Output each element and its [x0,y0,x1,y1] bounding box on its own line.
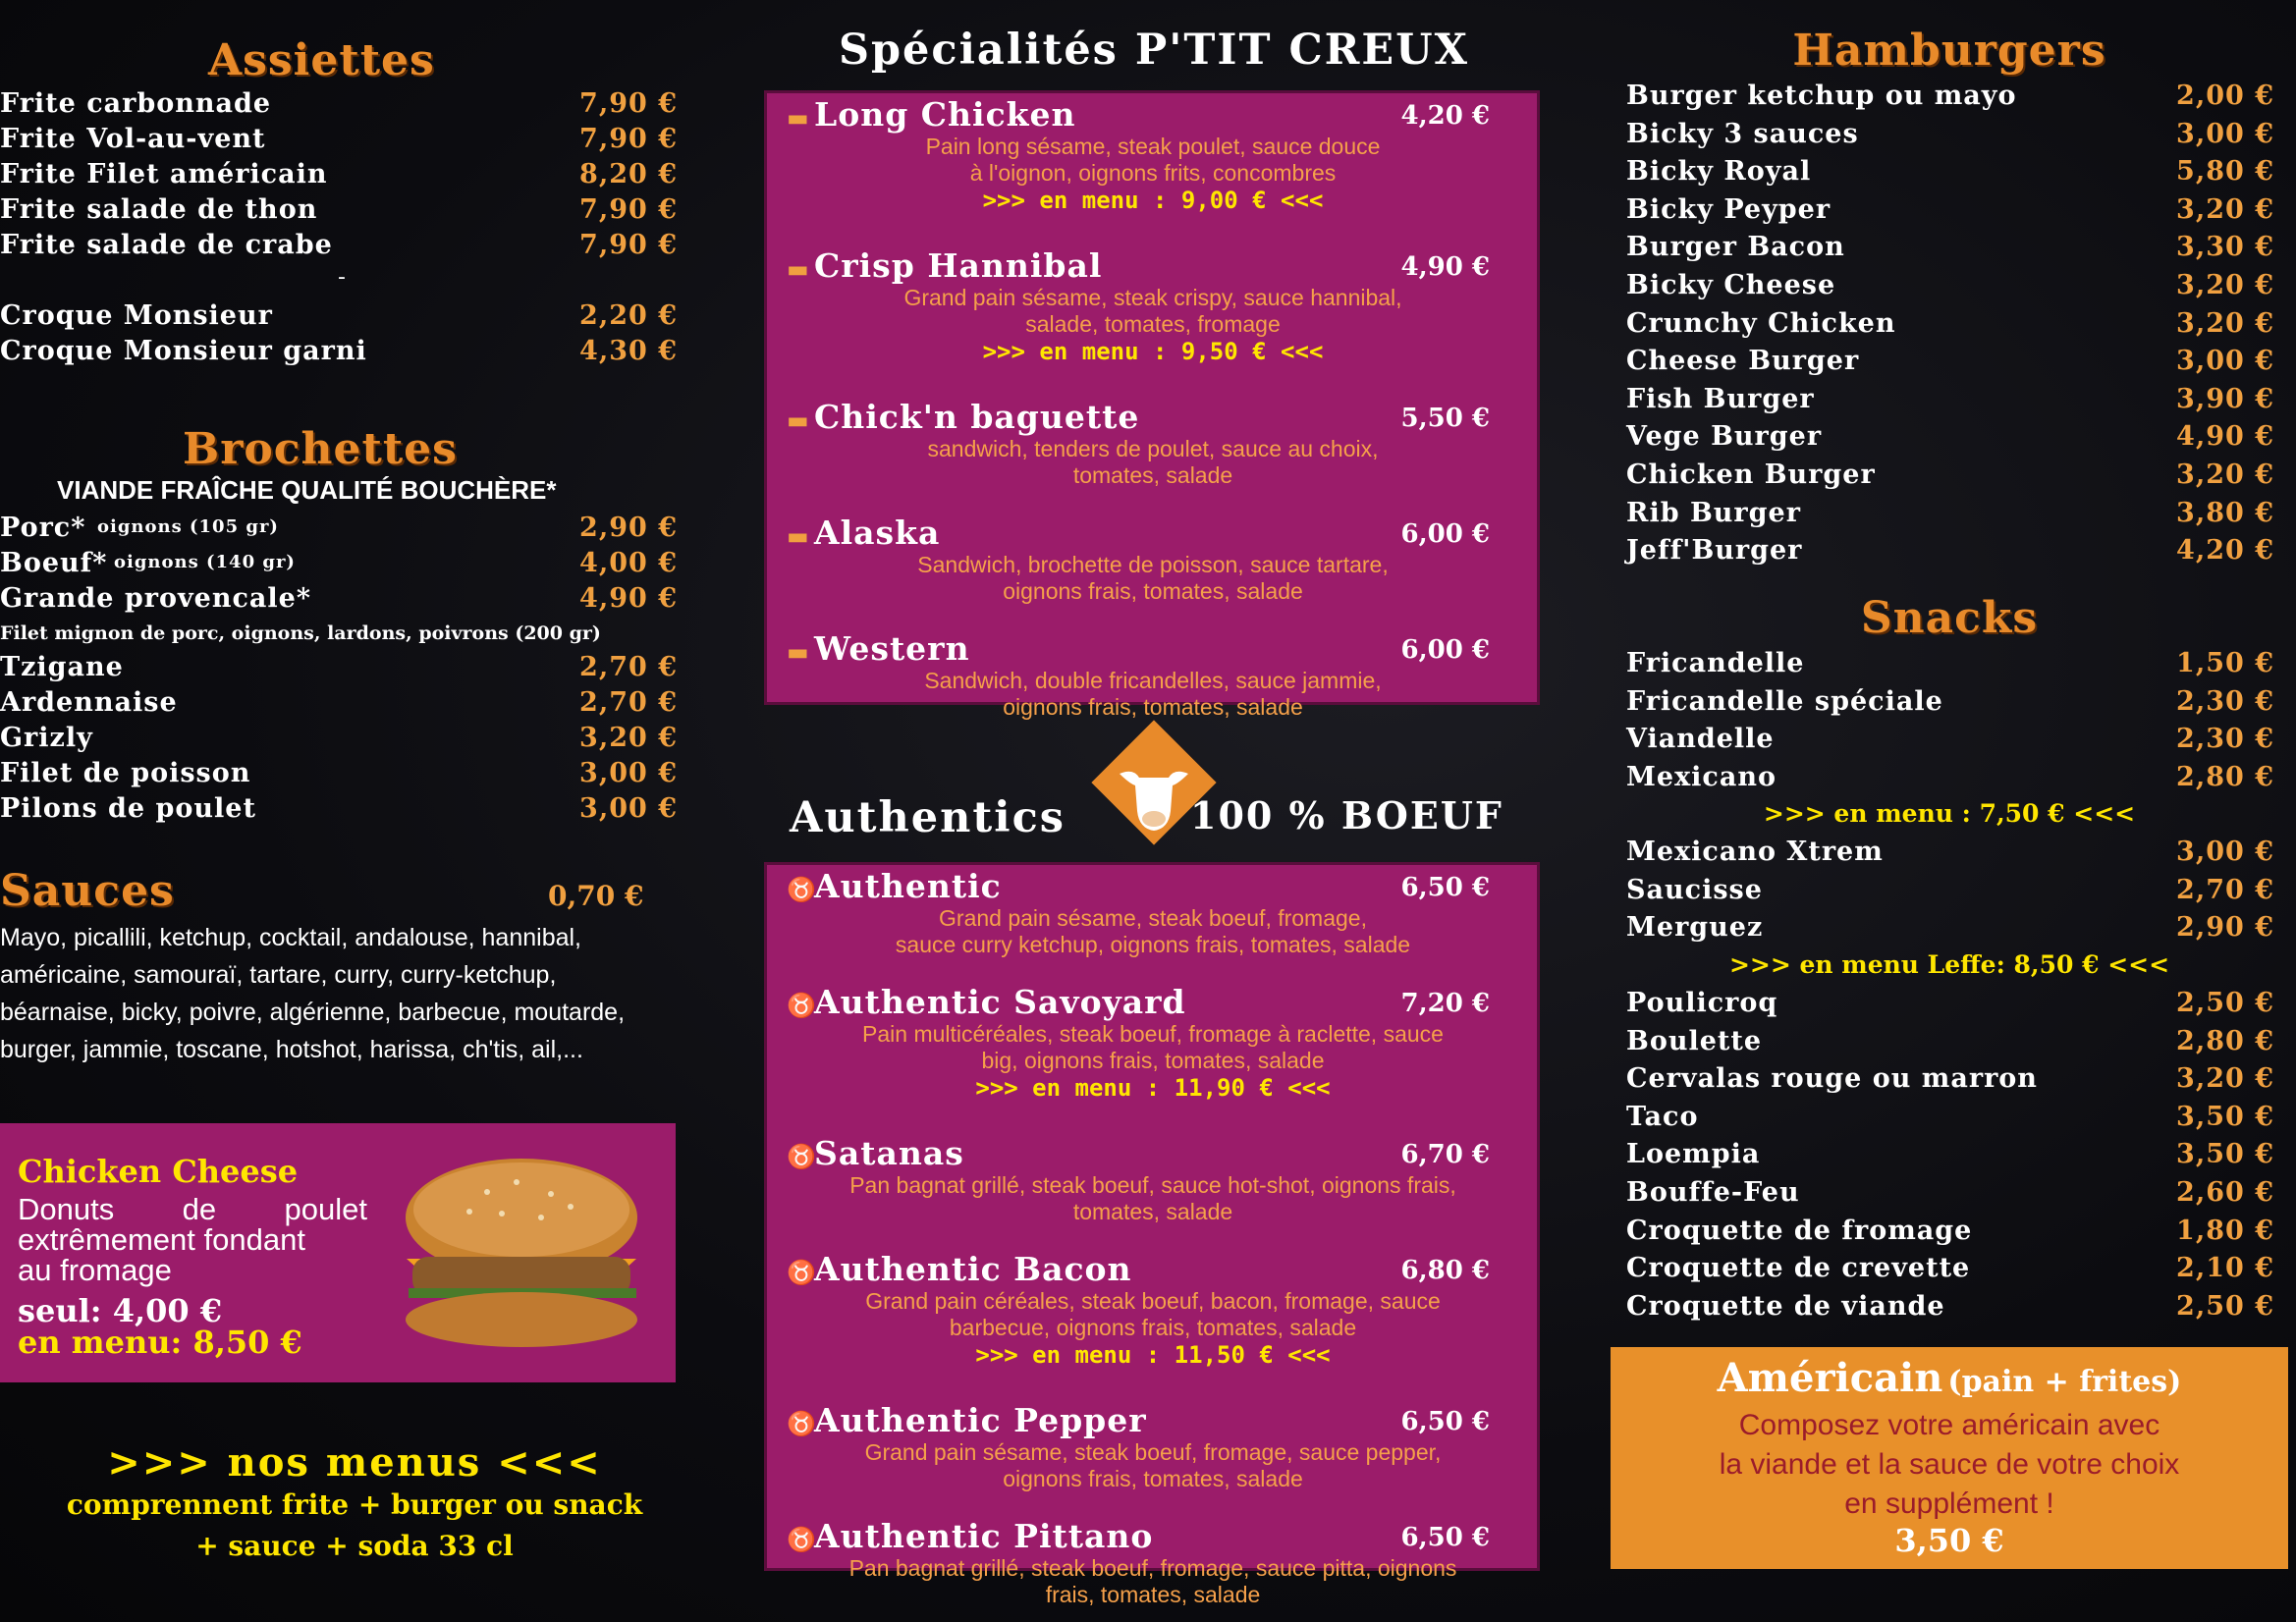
item-name: Taco [1626,1101,1699,1132]
item-name: Vege Burger [1626,421,1823,453]
item-menu-offer: >>> en menu : 9,50 € <<< [982,338,1324,365]
item-price: 3,00 € [2176,346,2274,377]
item-price: 7,90 € [579,230,678,260]
item-name: Croquette de viande [1626,1290,1945,1322]
sauces-price: 0,70 € [548,880,644,912]
item-name: Authentic Bacon [814,1250,1132,1288]
item-price: 4,20 € [1400,101,1490,131]
item-name: Frite Vol-au-vent [0,124,266,154]
menu-row [0,300,678,334]
menu-row [1626,270,2274,303]
bull-icon: ♉ [787,1524,817,1553]
item-price: 3,20 € [2176,460,2274,490]
bull-icon: ♉ [787,874,817,903]
item-name: Burger Bacon [1626,232,1845,263]
item-price: 1,50 € [2176,648,2274,678]
bull-icon: ♉ [787,1408,817,1437]
item-name: Frite salade de crabe [0,230,333,260]
item-price: 5,80 € [2176,156,2274,188]
item-desc: Pain multicéréales, steak boeuf, fromage à raclette, sauce [862,1021,1444,1047]
item-desc: oignons frais, tomates, salade [1003,1466,1303,1491]
item-name: Croque Monsieur garni [0,336,367,366]
snacks-menu-leffe-offer: >>> en menu Leffe: 8,50 € <<< [1728,950,2170,979]
item-title [787,983,1490,1021]
item-price: 2,20 € [579,300,678,331]
item-price: 6,00 € [1400,519,1490,549]
item-title [787,1250,1490,1288]
menu-row [1626,194,2274,228]
burger-image [379,1153,664,1359]
item-name: Chick'n baguette [814,398,1140,436]
menu-card-item [787,514,1490,605]
item-desc: tomates, salade [1072,1199,1233,1224]
item-desc: Sandwich, double fricandelles, sauce jammie, [924,668,1382,693]
item-name: Long Chicken [814,95,1076,134]
item-desc: Sandwich, brochette de poisson, sauce tartare, [917,552,1389,577]
menu-row [1626,762,2274,795]
menu-card-item [787,867,1490,958]
menu-row [1626,1253,2274,1286]
americain-box [1611,1347,2288,1569]
item-price: 5,50 € [1400,404,1490,433]
item-price: 2,50 € [2176,1290,2274,1322]
item-menu-offer: >>> en menu : 9,00 € <<< [982,187,1324,214]
item-price: 2,90 € [579,513,678,543]
menu-row [1626,81,2274,114]
item-title [787,867,1490,905]
item-desc: Grand pain sésame, steak boeuf, fromage, sauce pepper, [864,1439,1442,1465]
menu-card-item [787,398,1490,489]
item-price: 3,50 € [2176,1101,2274,1132]
item-title [787,95,1490,134]
item-name: Mexicano [1626,761,1777,792]
menu-row [1626,308,2274,342]
menu-row [0,652,678,685]
specialites-box [764,90,1540,720]
item-name: Burger ketchup ou mayo [1626,81,2017,111]
item-desc: Grand pain sésame, steak crispy, sauce hannibal, [903,285,1402,310]
item-price: 3,20 € [579,723,678,753]
menu-row [0,230,678,263]
item-note: oignons (105 gr) [97,516,279,537]
item-price: 2,00 € [2176,81,2274,111]
item-desc: Grand pain céréales, steak boeuf, bacon, fromage, sauce [865,1288,1441,1314]
item-price: 1,80 € [2176,1215,2274,1246]
menu-row [0,513,678,546]
item-name: Fricandelle [1626,648,1805,678]
brochettes-note-line: Filet mignon de porc, oignons, lardons, poivrons (200 gr) [0,622,601,644]
item-title [787,514,1490,552]
item-name: Frite salade de thon [0,194,318,225]
item-price: 2,30 € [2176,685,2274,717]
menu-row [1626,156,2274,189]
promo-single-price: seul: 4,00 € [18,1292,223,1329]
item-price: 2,10 € [2176,1253,2274,1284]
promo-title: Chicken Cheese [18,1153,299,1190]
item-name: Boulette [1626,1025,1763,1056]
americain-heading [1611,1355,2288,1401]
authentics-box [764,862,1540,1607]
menu-row [0,583,678,617]
item-name: Croquette de fromage [1626,1215,1973,1246]
sandwich-icon: ▬ [787,405,810,434]
menu-row [0,88,678,122]
menu-row [1626,498,2274,531]
sauce-line: Mayo, picallili, ketchup, cocktail, andalouse, hannibal, [0,924,582,951]
item-title [787,1134,1490,1172]
bull-icon: ♉ [787,1141,817,1170]
item-name: Filet de poisson [0,758,251,788]
hamburgers-title: Hamburgers [1792,26,2106,76]
item-name: Bicky Cheese [1626,270,1836,300]
menu-row [1626,1216,2274,1249]
sauces-title: Sauces [0,866,175,916]
sauce-line: américaine, samouraï, tartare, curry, curry-ketchup, [0,961,557,989]
menu-row [0,687,678,721]
item-price: 2,50 € [2176,988,2274,1018]
item-name: Porc* [0,513,86,543]
item-name: Authentic Pepper [814,1401,1147,1439]
item-price: 2,30 € [2176,724,2274,755]
item-price: 2,80 € [2176,1025,2274,1056]
item-menu-offer: >>> en menu : 11,90 € <<< [975,1074,1331,1102]
item-price: 3,00 € [579,758,678,788]
item-name: Authentic Pittano [814,1517,1154,1555]
menu-row [1626,384,2274,417]
item-name: Viandelle [1626,724,1775,755]
item-name: Alaska [814,514,941,552]
menu-row [0,124,678,157]
item-menu-offer: >>> en menu : 11,50 € <<< [975,1341,1331,1369]
item-price: 4,90 € [2176,421,2274,453]
menu-row [1626,648,2274,681]
menu-row [1626,724,2274,757]
menu-row [1626,1102,2274,1135]
sandwich-icon: ▬ [787,253,810,283]
menu-card-item [787,1401,1490,1492]
menu-card-item [787,1250,1490,1369]
item-price: 2,60 € [2176,1177,2274,1208]
item-price: 2,70 € [579,687,678,718]
menu-row [1626,1177,2274,1211]
item-price: 2,90 € [2176,912,2274,944]
item-title [787,1517,1490,1555]
item-price: 2,70 € [2176,874,2274,905]
menu-card-item [787,1134,1490,1225]
item-name: Croque Monsieur [0,300,273,331]
item-name: Bouffe-Feu [1626,1177,1800,1208]
item-name: Frite Filet américain [0,159,328,189]
sauce-line: burger, jammie, toscane, hotshot, harissa, ch'tis, ail,... [0,1036,583,1063]
menu-row [1626,421,2274,455]
sandwich-icon: ▬ [787,636,810,666]
item-desc: sauce curry ketchup, oignons frais, tomates, salade [895,932,1411,957]
americain-price: 3,50 € [1894,1522,2004,1559]
promo-desc [18,1194,367,1285]
item-price: 3,20 € [2176,193,2274,225]
promo-desc-line-1: Donuts de poulet [18,1192,367,1226]
item-desc: tomates, salade [1072,462,1233,488]
item-price: 6,80 € [1400,1256,1490,1285]
snacks-title: Snacks [1860,593,2039,643]
item-name: Authentic [814,867,1002,905]
item-price: 3,00 € [2176,837,2274,867]
item-title [787,1401,1490,1439]
menus-title: >>> nos menus <<< [107,1439,602,1486]
item-title [787,629,1490,668]
menu-card-item [787,983,1490,1102]
item-desc: barbecue, oignons frais, tomates, salade [949,1315,1357,1340]
menu-row [0,723,678,756]
item-note: oignons (140 gr) [114,552,296,572]
item-name: Authentic Savoyard [814,983,1186,1021]
menu-row [1626,1291,2274,1325]
item-price: 4,90 € [579,583,678,614]
item-price: 4,20 € [2176,535,2274,567]
item-price: 4,90 € [1400,252,1490,282]
item-price: 3,20 € [2176,270,2274,300]
menu-card-item [787,1517,1490,1608]
item-desc: oignons frais, tomates, salade [1003,694,1303,720]
item-name: Jeff'Burger [1626,535,1803,567]
item-price: 6,50 € [1400,1523,1490,1552]
menu-card-item [787,95,1490,214]
menu-row [0,548,678,581]
item-price: 3,00 € [2176,118,2274,149]
item-name: Loempia [1626,1139,1761,1170]
americain-lines [1611,1406,2288,1524]
item-price: 3,30 € [2176,232,2274,263]
item-name: Bicky 3 sauces [1626,118,1859,149]
promo-desc-line-3: au fromage [18,1253,172,1287]
americain-title: Américain [1717,1355,1943,1401]
item-name: Boeuf* [0,548,108,578]
item-price: 4,30 € [579,336,678,366]
item-name: Rib Burger [1626,497,1801,528]
bull-icon: ♉ [787,1257,817,1286]
item-price: 3,20 € [2176,1063,2274,1095]
menu-row [0,159,678,192]
item-name: Crunchy Chicken [1626,307,1896,339]
authentics-subtitle: 100 % BOEUF [1190,793,1503,838]
menu-row [1626,1063,2274,1097]
item-name: Cheese Burger [1626,346,1860,377]
sandwich-icon: ▬ [787,102,810,132]
item-price: 8,20 € [579,159,678,189]
item-name: Croquette de crevette [1626,1253,1971,1284]
menu-row [1626,119,2274,152]
sauce-line: béarnaise, bicky, poivre, algérienne, barbecue, moutarde, [0,999,626,1026]
item-desc: frais, tomates, salade [1045,1582,1261,1607]
item-price: 6,00 € [1400,635,1490,665]
item-price: 3,00 € [579,793,678,824]
item-name: Grizly [0,723,93,753]
item-name: Tzigane [0,652,124,682]
item-name: Bicky Peyper [1626,193,1831,225]
menu-row [1626,1139,2274,1172]
item-desc: Grand pain sésame, steak boeuf, fromage, [939,905,1367,931]
item-desc: sandwich, tenders de poulet, sauce au choix, [927,436,1379,461]
item-price: 4,00 € [579,548,678,578]
item-price: 3,80 € [2176,497,2274,528]
authentics-title: Authentics [790,793,1066,842]
item-name: Ardennaise [0,687,178,718]
item-title [787,398,1490,436]
item-name: Fish Burger [1626,383,1815,414]
menu-card-item [787,246,1490,365]
item-desc: Pain long sésame, steak poulet, sauce douce [925,134,1381,159]
menu-row [0,758,678,791]
item-name: Fricandelle spéciale [1626,685,1943,717]
brochettes-title: Brochettes [183,424,458,474]
item-name: Satanas [814,1134,964,1172]
item-desc: Pan bagnat grillé, steak boeuf, fromage, sauce pitta, oignons [848,1555,1457,1581]
item-name: Merguez [1626,912,1764,944]
item-price: 3,50 € [2176,1139,2274,1170]
assiettes-title: Assiettes [208,35,435,85]
item-name: Saucisse [1626,874,1763,905]
menus-line-1: comprennent frite + burger ou snack [66,1488,643,1521]
item-name: Frite carbonnade [0,88,272,119]
item-price: 7,20 € [1400,989,1490,1018]
item-desc: salade, tomates, fromage [1025,311,1281,337]
item-price: 2,80 € [2176,761,2274,792]
item-name: Pilons de poulet [0,793,256,824]
item-name: Chicken Burger [1626,460,1876,490]
item-name: Cervalas rouge ou marron [1626,1063,2038,1095]
item-price: 7,90 € [579,194,678,225]
snacks-menu-offer: >>> en menu : 7,50 € <<< [1763,799,2136,828]
menu-row [1626,875,2274,908]
item-name: Mexicano Xtrem [1626,837,1884,867]
assiettes-separator: - [338,265,346,290]
americain-line: Composez votre américain avec [1738,1409,2160,1441]
menu-row [1626,535,2274,568]
item-name: Grande provencale* [0,583,311,614]
menu-row [1626,232,2274,265]
menu-row [1626,686,2274,720]
item-name: Western [814,629,970,668]
promo-menu-price: en menu: 8,50 € [18,1324,302,1361]
item-price: 6,50 € [1400,1407,1490,1436]
menu-row [1626,346,2274,379]
menu-row [1626,912,2274,946]
menu-row [1626,1026,2274,1059]
item-price: 3,90 € [2176,383,2274,414]
item-name: Poulicroq [1626,988,1778,1018]
menu-row [0,793,678,827]
item-desc: à l'oignon, oignons frits, concombres [969,160,1337,186]
item-name: Bicky Royal [1626,156,1812,188]
sauces-lines [0,919,699,1068]
item-name: Crisp Hannibal [814,246,1103,285]
item-price: 2,70 € [579,652,678,682]
menu-row [1626,988,2274,1021]
chicken-cheese-promo [0,1123,676,1382]
americain-line: la viande et la sauce de votre choix [1719,1448,2180,1481]
cow-icon [1110,752,1198,840]
americain-title-note: (pain + frites) [1947,1365,2182,1399]
item-price: 6,70 € [1400,1140,1490,1169]
item-price: 3,20 € [2176,307,2274,339]
menu-row [0,194,678,228]
item-desc: big, oignons frais, tomates, salade [981,1048,1325,1073]
item-price: 6,50 € [1400,873,1490,902]
sandwich-icon: ▬ [787,520,810,550]
menu-row [0,336,678,369]
item-desc: oignons frais, tomates, salade [1003,578,1303,604]
item-price: 7,90 € [579,88,678,119]
promo-desc-line-2: extrêmement fondant [18,1222,305,1257]
item-title [787,246,1490,285]
brochettes-subtitle: VIANDE FRAÎCHE QUALITÉ BOUCHÈRE* [57,475,557,505]
item-price: 7,90 € [579,124,678,154]
menu-card-item [787,629,1490,721]
specialites-title: Spécialités P'TIT CREUX [838,26,1470,75]
menu-row [1626,837,2274,870]
menu-row [1626,460,2274,493]
menus-line-2: + sauce + soda 33 cl [195,1530,514,1562]
americain-line: en supplément ! [1844,1487,2054,1520]
bull-icon: ♉ [787,990,817,1019]
item-desc: Pan bagnat grillé, steak boeuf, sauce hot-shot, oignons frais, [849,1172,1456,1198]
